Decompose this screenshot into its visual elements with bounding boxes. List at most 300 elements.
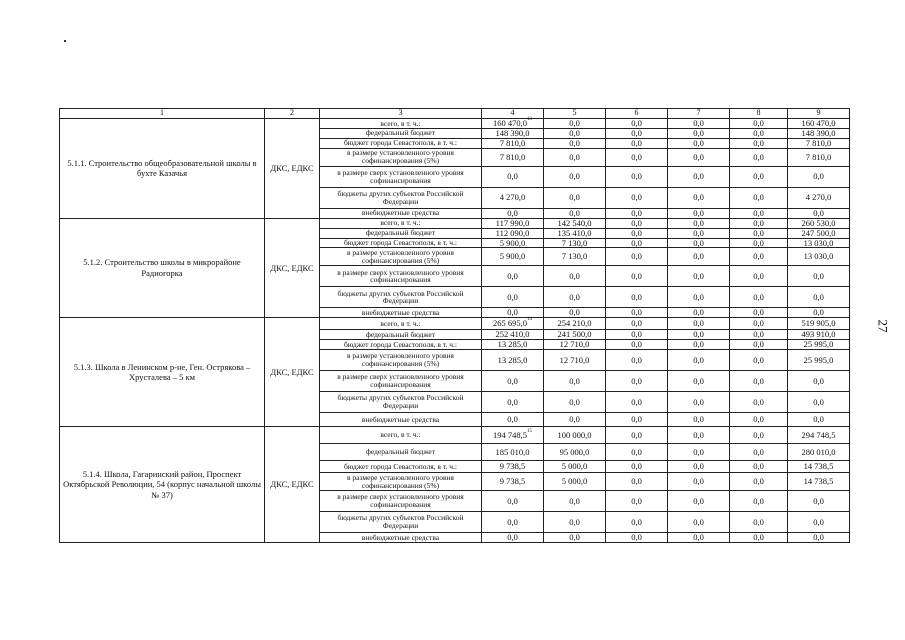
value-text: 0,0 xyxy=(693,532,704,543)
header-cell: 9 xyxy=(788,109,850,119)
value-text: 0,0 xyxy=(693,118,704,128)
value-text: 280 010,0 xyxy=(801,446,836,457)
page-number: 27 xyxy=(875,319,891,333)
value-text: 0,0 xyxy=(813,291,824,302)
value-text: 0,0 xyxy=(631,461,642,472)
funding-source: в размере установленного уровня софинансирования (5%) xyxy=(320,473,482,491)
value-cell xyxy=(606,350,668,371)
value-cell xyxy=(544,318,606,330)
value-text: 117 990,0 xyxy=(495,217,530,228)
value-cell xyxy=(788,330,850,340)
value-text: 7 130,0 xyxy=(561,251,588,262)
value-text: 0,0 xyxy=(753,207,764,218)
value-cell xyxy=(668,512,730,533)
value-cell xyxy=(544,266,606,287)
value-text: 0,0 xyxy=(693,461,704,472)
value-text: 0,0 xyxy=(693,429,704,440)
funding-source: бюджет города Севастополя, в т. ч.: xyxy=(320,340,482,350)
value-text: 0,0 xyxy=(631,118,642,128)
value-text: 0,0 xyxy=(631,192,642,203)
value-text: 0,0 xyxy=(631,217,642,228)
value-text: 0,0 xyxy=(753,329,764,340)
value-text: 0,0 xyxy=(693,446,704,457)
value-cell xyxy=(730,238,788,248)
value-text: 0,0 xyxy=(753,429,764,440)
value-cell xyxy=(730,330,788,340)
value-cell xyxy=(482,128,544,138)
value-cell xyxy=(482,427,544,444)
value-text: 0,0 xyxy=(631,137,642,148)
value-cell xyxy=(544,287,606,308)
value-text: 0,0 xyxy=(507,307,518,318)
value-cell xyxy=(788,318,850,330)
value-text: 0,0 xyxy=(693,339,704,350)
value-text: 493 910,0 xyxy=(801,329,836,340)
header-cell: 2 xyxy=(265,109,320,119)
value-cell xyxy=(606,128,668,138)
value-cell xyxy=(668,444,730,461)
value-cell xyxy=(730,318,788,330)
value-cell xyxy=(668,318,730,330)
value-cell xyxy=(730,218,788,228)
value-text: 0,0 xyxy=(693,217,704,228)
value-cell xyxy=(482,371,544,392)
value-cell xyxy=(544,512,606,533)
header-row xyxy=(60,109,850,119)
value-text: 12 710,0 xyxy=(559,354,590,365)
value-text: 0,0 xyxy=(569,396,580,407)
value-text: 194 748,5 xyxy=(493,429,527,440)
value-cell xyxy=(482,187,544,208)
value-cell xyxy=(606,166,668,187)
value-cell xyxy=(668,491,730,512)
value-cell xyxy=(788,371,850,392)
value-cell xyxy=(544,473,606,491)
value-cell xyxy=(668,218,730,228)
value-cell xyxy=(788,228,850,238)
value-text: 0,0 xyxy=(569,291,580,302)
value-text: 0,0 xyxy=(693,137,704,148)
value-cell xyxy=(606,427,668,444)
value-text: 7 810,0 xyxy=(499,137,526,148)
value-cell xyxy=(788,238,850,248)
value-cell xyxy=(730,533,788,543)
value-text: 148 390,0 xyxy=(495,127,530,138)
value-text: 0,0 xyxy=(569,516,580,527)
value-cell xyxy=(730,228,788,238)
value-text: 4 270,0 xyxy=(499,192,526,203)
funding-source: федеральный бюджет xyxy=(320,128,482,138)
value-cell xyxy=(482,266,544,287)
funding-source: федеральный бюджет xyxy=(320,228,482,238)
value-cell xyxy=(788,138,850,148)
budget-table xyxy=(59,108,850,543)
value-cell xyxy=(482,392,544,413)
value-cell xyxy=(544,461,606,473)
value-text: 0,0 xyxy=(813,396,824,407)
funding-source: бюджет города Севастополя, в т. ч.: xyxy=(320,138,482,148)
value-cell xyxy=(544,218,606,228)
value-cell xyxy=(482,119,544,129)
value-text: 0,0 xyxy=(693,516,704,527)
value-cell xyxy=(544,138,606,148)
value-cell xyxy=(730,187,788,208)
funding-source: внебюджетные средства xyxy=(320,413,482,427)
value-cell xyxy=(482,248,544,266)
value-cell xyxy=(730,392,788,413)
value-cell xyxy=(606,266,668,287)
value-text: 9 738,5 xyxy=(499,461,526,472)
value-cell xyxy=(544,238,606,248)
responsible-executor: ДКС, ЕДКС xyxy=(265,318,320,427)
value-text: 0,0 xyxy=(693,476,704,487)
value-cell xyxy=(482,491,544,512)
value-text: 0,0 xyxy=(569,137,580,148)
value-cell xyxy=(606,318,668,330)
value-text: 0,0 xyxy=(569,532,580,543)
value-cell xyxy=(482,148,544,166)
value-cell xyxy=(544,533,606,543)
value-text: 7 810,0 xyxy=(499,151,526,162)
value-text: 0,0 xyxy=(631,495,642,506)
value-cell xyxy=(788,444,850,461)
value-cell xyxy=(606,371,668,392)
value-cell xyxy=(788,392,850,413)
value-cell xyxy=(668,413,730,427)
header-cell: 4 xyxy=(482,109,544,119)
value-cell xyxy=(544,187,606,208)
value-text: 0,0 xyxy=(753,151,764,162)
value-cell xyxy=(482,318,544,330)
value-cell xyxy=(788,148,850,166)
value-text: 0,0 xyxy=(569,151,580,162)
value-text: 0,0 xyxy=(631,307,642,318)
value-text: 0,0 xyxy=(569,192,580,203)
value-text: 0,0 xyxy=(753,532,764,543)
value-cell xyxy=(730,128,788,138)
value-text: 0,0 xyxy=(631,375,642,386)
value-cell xyxy=(544,166,606,187)
value-text: 0,0 xyxy=(569,207,580,218)
responsible-executor: ДКС, ЕДКС xyxy=(265,119,320,219)
value-text: 0,0 xyxy=(813,495,824,506)
value-cell xyxy=(668,392,730,413)
value-text: 0,0 xyxy=(507,414,518,425)
value-cell xyxy=(482,208,544,218)
activity-name: 5.1.4. Школа, Гагаринский район, Проспект Октябрьской Революции, 54 (корпус начальной школы № 37) xyxy=(60,427,265,543)
value-cell xyxy=(606,473,668,491)
value-text: 148 390,0 xyxy=(801,127,836,138)
value-text: 0,0 xyxy=(813,171,824,182)
value-text: 0,0 xyxy=(813,207,824,218)
funding-source: в размере установленного уровня софинансирования (5%) xyxy=(320,248,482,266)
value-text: 0,0 xyxy=(693,291,704,302)
value-text: 0,0 xyxy=(569,171,580,182)
value-cell xyxy=(668,287,730,308)
value-text: 160 470,0 xyxy=(801,118,836,128)
value-text: 0,0 xyxy=(693,192,704,203)
value-cell xyxy=(730,350,788,371)
value-text: 0,0 xyxy=(693,251,704,262)
value-cell xyxy=(668,461,730,473)
value-cell xyxy=(788,208,850,218)
value-text: 9 738,5 xyxy=(499,476,526,487)
value-text: 100 000,0 xyxy=(557,429,592,440)
value-text: 0,0 xyxy=(569,414,580,425)
value-cell xyxy=(788,187,850,208)
value-cell xyxy=(606,392,668,413)
value-cell xyxy=(544,128,606,138)
value-text: 0,0 xyxy=(693,414,704,425)
value-cell xyxy=(730,266,788,287)
value-text: 247 500,0 xyxy=(801,227,836,238)
value-cell xyxy=(668,350,730,371)
funding-source: бюджеты других субъектов Российской Федерации xyxy=(320,512,482,533)
value-text: 7 810,0 xyxy=(805,151,832,162)
value-text: 0,0 xyxy=(693,227,704,238)
value-cell xyxy=(788,248,850,266)
value-text: 160 470,0 xyxy=(493,118,527,128)
value-text: 14 738,5 xyxy=(803,476,834,487)
footnote-ref: 15 xyxy=(527,428,532,434)
value-cell xyxy=(606,512,668,533)
value-text: 13 285,0 xyxy=(497,354,528,365)
value-cell xyxy=(730,166,788,187)
value-text: 0,0 xyxy=(813,414,824,425)
value-cell xyxy=(606,138,668,148)
table-row xyxy=(60,318,850,330)
value-text: 0,0 xyxy=(631,476,642,487)
value-text: 0,0 xyxy=(693,307,704,318)
value-text: 5 000,0 xyxy=(561,476,588,487)
funding-source: всего, в т. ч.: xyxy=(320,318,482,330)
value-text: 13 030,0 xyxy=(803,237,834,248)
value-cell xyxy=(668,248,730,266)
value-text: 0,0 xyxy=(631,227,642,238)
funding-source: бюджет города Севастополя, в т. ч.: xyxy=(320,238,482,248)
value-cell xyxy=(482,330,544,340)
value-cell xyxy=(544,427,606,444)
value-cell xyxy=(730,512,788,533)
funding-source: бюджеты других субъектов Российской Федерации xyxy=(320,392,482,413)
value-cell xyxy=(788,218,850,228)
value-cell xyxy=(668,308,730,318)
value-cell xyxy=(668,473,730,491)
value-text: 0,0 xyxy=(631,291,642,302)
value-cell xyxy=(788,461,850,473)
value-cell xyxy=(482,238,544,248)
value-cell xyxy=(606,444,668,461)
header-cell: 3 xyxy=(320,109,482,119)
value-cell xyxy=(544,413,606,427)
value-text: 25 995,0 xyxy=(803,339,834,350)
value-text: 0,0 xyxy=(753,217,764,228)
value-text: 0,0 xyxy=(753,461,764,472)
value-text: 0,0 xyxy=(753,127,764,138)
funding-source: в размере установленного уровня софинансирования (5%) xyxy=(320,148,482,166)
value-text: 0,0 xyxy=(753,192,764,203)
value-text: 142 540,0 xyxy=(557,217,592,228)
footnote-ref: 14 xyxy=(527,317,532,323)
value-cell xyxy=(606,330,668,340)
value-text: 0,0 xyxy=(753,414,764,425)
value-text: 0,0 xyxy=(569,307,580,318)
table-row xyxy=(60,427,850,444)
value-cell xyxy=(788,533,850,543)
value-text: 0,0 xyxy=(631,354,642,365)
value-text: 0,0 xyxy=(631,414,642,425)
value-text: 0,0 xyxy=(507,516,518,527)
value-text: 0,0 xyxy=(753,446,764,457)
value-text: 241 500,0 xyxy=(557,329,592,340)
header-cell: 1 xyxy=(60,109,265,119)
value-cell xyxy=(606,187,668,208)
value-text: 0,0 xyxy=(753,495,764,506)
funding-source: внебюджетные средства xyxy=(320,533,482,543)
value-cell xyxy=(544,148,606,166)
value-cell xyxy=(482,138,544,148)
value-text: 0,0 xyxy=(631,396,642,407)
value-cell xyxy=(730,413,788,427)
value-cell xyxy=(544,340,606,350)
value-cell xyxy=(606,413,668,427)
value-cell xyxy=(668,148,730,166)
value-cell xyxy=(730,308,788,318)
value-text: 0,0 xyxy=(753,307,764,318)
funding-source: в размере сверх установленного уровня софинансирования xyxy=(320,266,482,287)
scan-dot xyxy=(64,40,66,42)
header-cell: 7 xyxy=(668,109,730,119)
value-cell xyxy=(606,308,668,318)
value-cell xyxy=(668,238,730,248)
value-text: 135 410,0 xyxy=(557,227,592,238)
value-text: 0,0 xyxy=(693,318,704,329)
value-cell xyxy=(788,512,850,533)
value-text: 0,0 xyxy=(753,354,764,365)
value-cell xyxy=(482,340,544,350)
funding-source: всего, в т. ч.: xyxy=(320,119,482,129)
value-text: 0,0 xyxy=(813,516,824,527)
value-cell xyxy=(730,148,788,166)
value-text: 5 900,0 xyxy=(499,251,526,262)
value-text: 0,0 xyxy=(631,270,642,281)
value-cell xyxy=(730,444,788,461)
value-cell xyxy=(668,228,730,238)
value-cell xyxy=(788,340,850,350)
table-row xyxy=(60,119,850,129)
value-text: 0,0 xyxy=(753,251,764,262)
value-cell xyxy=(544,491,606,512)
value-cell xyxy=(606,461,668,473)
value-cell xyxy=(730,461,788,473)
value-cell xyxy=(544,228,606,238)
value-text: 0,0 xyxy=(753,339,764,350)
value-cell xyxy=(482,166,544,187)
value-text: 0,0 xyxy=(631,251,642,262)
value-cell xyxy=(730,340,788,350)
value-text: 0,0 xyxy=(631,532,642,543)
value-text: 0,0 xyxy=(631,329,642,340)
value-text: 0,0 xyxy=(507,207,518,218)
value-cell xyxy=(606,228,668,238)
value-text: 0,0 xyxy=(753,291,764,302)
funding-source: всего, в т. ч.: xyxy=(320,218,482,228)
value-text: 0,0 xyxy=(569,495,580,506)
value-text: 0,0 xyxy=(693,354,704,365)
value-text: 0,0 xyxy=(631,516,642,527)
value-text: 0,0 xyxy=(631,151,642,162)
value-text: 4 270,0 xyxy=(805,192,832,203)
value-text: 0,0 xyxy=(753,396,764,407)
responsible-executor: ДКС, ЕДКС xyxy=(265,427,320,543)
value-cell xyxy=(788,350,850,371)
value-cell xyxy=(482,461,544,473)
value-cell xyxy=(544,392,606,413)
value-cell xyxy=(730,473,788,491)
value-text: 260 530,0 xyxy=(801,217,836,228)
value-text: 0,0 xyxy=(631,127,642,138)
value-cell xyxy=(668,128,730,138)
funding-source: в размере установленного уровня софинансирования (5%) xyxy=(320,350,482,371)
funding-source: в размере сверх установленного уровня софинансирования xyxy=(320,166,482,187)
value-text: 13 030,0 xyxy=(803,251,834,262)
value-text: 265 695,0 xyxy=(493,318,527,329)
value-cell xyxy=(788,308,850,318)
value-text: 0,0 xyxy=(631,171,642,182)
value-cell xyxy=(482,444,544,461)
value-cell xyxy=(482,228,544,238)
value-text: 0,0 xyxy=(693,127,704,138)
value-cell xyxy=(730,138,788,148)
value-text: 0,0 xyxy=(753,516,764,527)
value-cell xyxy=(544,248,606,266)
value-text: 0,0 xyxy=(693,237,704,248)
value-cell xyxy=(668,427,730,444)
value-text: 0,0 xyxy=(693,270,704,281)
funding-source: в размере сверх установленного уровня софинансирования xyxy=(320,371,482,392)
value-cell xyxy=(482,512,544,533)
value-text: 254 210,0 xyxy=(557,318,592,329)
value-text: 0,0 xyxy=(507,171,518,182)
value-text: 0,0 xyxy=(631,429,642,440)
value-text: 0,0 xyxy=(569,375,580,386)
value-cell xyxy=(482,413,544,427)
value-cell xyxy=(544,308,606,318)
value-cell xyxy=(788,128,850,138)
value-text: 0,0 xyxy=(693,375,704,386)
value-text: 0,0 xyxy=(569,118,580,128)
value-text: 0,0 xyxy=(693,171,704,182)
value-cell xyxy=(730,371,788,392)
value-text: 0,0 xyxy=(507,270,518,281)
value-text: 95 000,0 xyxy=(559,446,590,457)
value-cell xyxy=(606,287,668,308)
value-cell xyxy=(730,208,788,218)
value-text: 5 000,0 xyxy=(561,461,588,472)
responsible-executor: ДКС, ЕДКС xyxy=(265,218,320,318)
value-cell xyxy=(788,413,850,427)
value-text: 0,0 xyxy=(753,476,764,487)
value-cell xyxy=(668,266,730,287)
value-cell xyxy=(544,208,606,218)
value-text: 0,0 xyxy=(813,532,824,543)
value-cell xyxy=(606,148,668,166)
value-cell xyxy=(668,119,730,129)
footnote-ref: 13 xyxy=(527,117,532,122)
value-text: 0,0 xyxy=(569,127,580,138)
funding-source: бюджеты других субъектов Российской Федерации xyxy=(320,287,482,308)
value-cell xyxy=(668,166,730,187)
